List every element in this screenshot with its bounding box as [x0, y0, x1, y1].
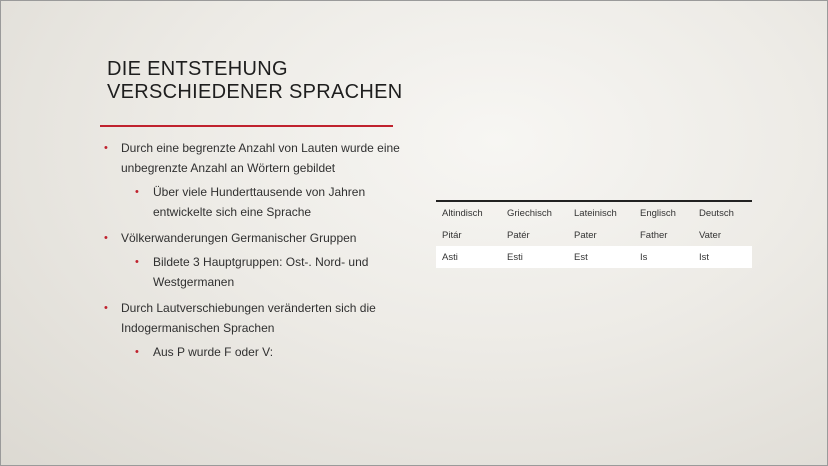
slide-title — [107, 58, 427, 104]
table-cell: Ist — [699, 251, 710, 263]
table-cell: Est — [574, 251, 588, 263]
sub-bullet-list — [121, 342, 401, 362]
table-cell: Is — [640, 251, 648, 263]
sub-bullet-item: • Aus P wurde F oder V: — [121, 342, 401, 362]
table-header-cell: Lateinisch — [574, 207, 617, 219]
table-cell: Vater — [699, 229, 722, 241]
table-cell: Father — [640, 229, 668, 241]
table-header-cell: Englisch — [640, 207, 676, 219]
sub-bullet-list — [121, 182, 401, 222]
table-cell: Pater — [574, 229, 597, 241]
table-header-row — [436, 202, 752, 224]
table-row — [436, 224, 752, 246]
bullet-list — [101, 138, 401, 368]
table-header-cell: Deutsch — [699, 207, 734, 219]
sound-shift-table — [436, 200, 752, 268]
sub-bullet-item: • Über viele Hunderttausende von Jahren entwickelte sich eine Sprache — [121, 182, 401, 222]
bullet-item — [101, 138, 401, 222]
table-cell: Pitár — [442, 229, 462, 241]
table-row — [436, 246, 752, 268]
table-header-cell: Altindisch — [442, 207, 483, 219]
table-cell: Asti — [442, 251, 458, 263]
bullet-text: Durch eine begrenzte Anzahl von Lauten wurde eine unbegrenzte Anzahl an Wörtern gebildet — [121, 141, 400, 175]
bullet-item — [101, 228, 401, 292]
bullet-text: Völkerwanderungen Germanischer Gruppen — [121, 231, 357, 245]
table-cell: Esti — [507, 251, 523, 263]
table-header-cell: Griechisch — [507, 207, 552, 219]
bullet-text: Durch Lautverschiebungen veränderten sich die Indogermanischen Sprachen — [121, 301, 376, 335]
slide-title-line1: DIE ENTSTEHUNG — [107, 58, 288, 80]
slide-title-line2: VERSCHIEDENER SPRACHEN — [107, 81, 403, 103]
table-cell: Patér — [507, 229, 530, 241]
title-divider — [100, 125, 393, 127]
sub-bullet-list — [121, 252, 401, 292]
bullet-item — [101, 298, 401, 362]
sub-bullet-item: • Bildete 3 Hauptgruppen: Ost-. Nord- und Westgermanen — [121, 252, 401, 292]
